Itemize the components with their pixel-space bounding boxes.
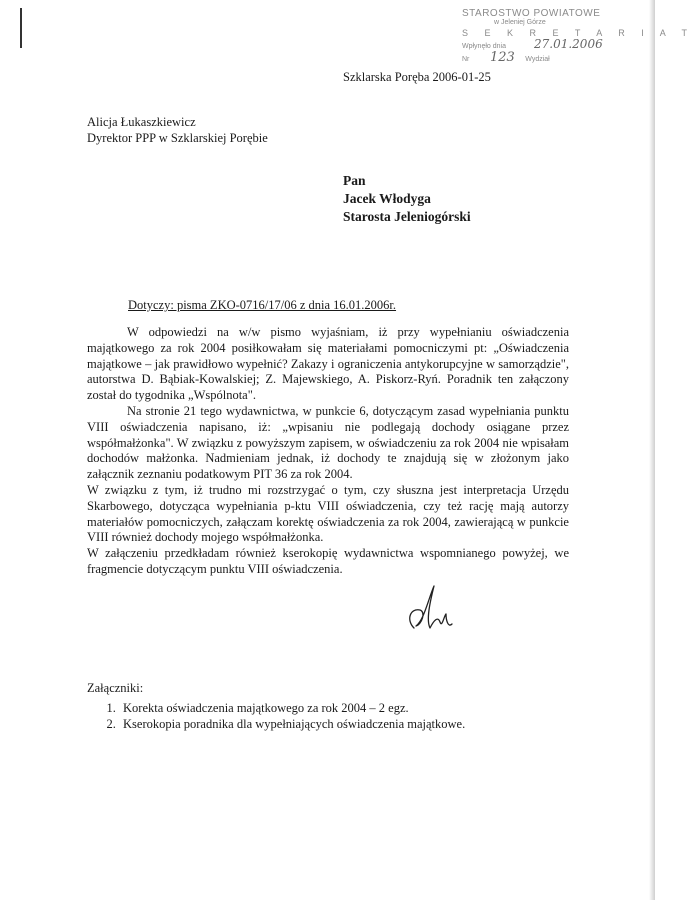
margin-mark	[20, 8, 22, 48]
body-paragraph-3: W związku z tym, iż trudno mi rozstrzygać o tym, czy słuszna jest interpretacja Urzędu Skarbowego, dotycząca wypełniania p-ktu VIII oświadczenia, czy też rację mają autorzy materiałów pomocniczych, załączam korektę oświadczenia za rok 2004, zawierającą w punkcie VIII również dochody mojego współmałżonka.	[87, 482, 569, 545]
recipient-name: Jacek Włodyga	[343, 191, 431, 206]
attachments-heading: Załączniki:	[87, 681, 144, 695]
stamp-city: w Jeleniej Górze	[494, 19, 546, 26]
attachments-list	[87, 700, 465, 732]
attachment-item: 1. Korekta oświadczenia majątkowego za rok 2004 – 2 egz.	[119, 700, 465, 716]
body-paragraph-1: W odpowiedzi na w/w pismo wyjaśniam, iż przy wypełnianiu oświadczenia majątkowego za rok 2004 posiłkowałam się materiałami pomocniczymi pt: „Oświadczenia majątkowe – jak prawidłowo wypełnić? Zakazy i ograniczenia antykorupcyjne w samorządzie", autorstwa D. Bąbiak-Kowalskiej; Z. Majewskiego, A. Piskorz-Ryń. Poradnik ten załączony został do tygodnika „Wspólnota".	[87, 325, 569, 403]
sender-block	[87, 114, 268, 146]
letter-date: Szklarska Poręba 2006-01-25	[343, 70, 491, 84]
body-paragraph-4: W załączeniu przedkładam również kserokopię wydawnictwa wspomnianego powyżej, we fragmencie dotyczącym punktu VIII oświadczenia.	[87, 546, 569, 576]
recipient-title: Starosta Jeleniogórski	[343, 209, 471, 224]
stamp-received-date: 27.01.2006	[534, 37, 603, 51]
stamp-office: STAROSTWO POWIATOWE	[462, 8, 601, 19]
letter-subject: Dotyczy: pisma ZKO-0716/17/06 z dnia 16.01.2006r.	[128, 298, 397, 312]
body-paragraph-2: Na stronie 21 tego wydawnictwa, w punkcie 6, dotyczącym zasad wypełniania punktu VIII oświadczenia napisano, iż: „wpisaniu nie podlegają dochody osiągane przez współmałżonka". W związku z powyższym zapisem, w oświadczeniu za rok 2004 nie wpisałam dochodów małżonka. Nadmieniam jednak, iż dochody te znajdują się w złożonym jako załącznik zeznaniu podatkowym PIT 36 za rok 2004.	[87, 403, 569, 482]
letter-body	[87, 325, 569, 578]
attachments-section	[87, 680, 465, 732]
recipient-salutation: Pan	[343, 173, 366, 188]
sender-title: Dyrektor PPP w Szklarskiej Porębie	[87, 131, 268, 145]
attachment-item: 2. Kserokopia poradnika dla wypełniających oświadczenia majątkowe.	[119, 716, 465, 732]
stamp-division-label: Wydział	[525, 56, 550, 63]
stamp-received-label: Wpłynęło dnia	[462, 43, 506, 50]
registry-stamp	[462, 8, 694, 70]
sender-name: Alicja Łukaszkiewicz	[87, 115, 196, 129]
stamp-department: S E K R E T A R I A T	[462, 28, 694, 38]
recipient-block	[343, 172, 471, 226]
scan-edge-shadow	[649, 0, 655, 900]
handwritten-signature	[400, 580, 460, 640]
stamp-number-label: Nr	[462, 56, 470, 63]
stamp-number-value: 123	[490, 50, 515, 65]
